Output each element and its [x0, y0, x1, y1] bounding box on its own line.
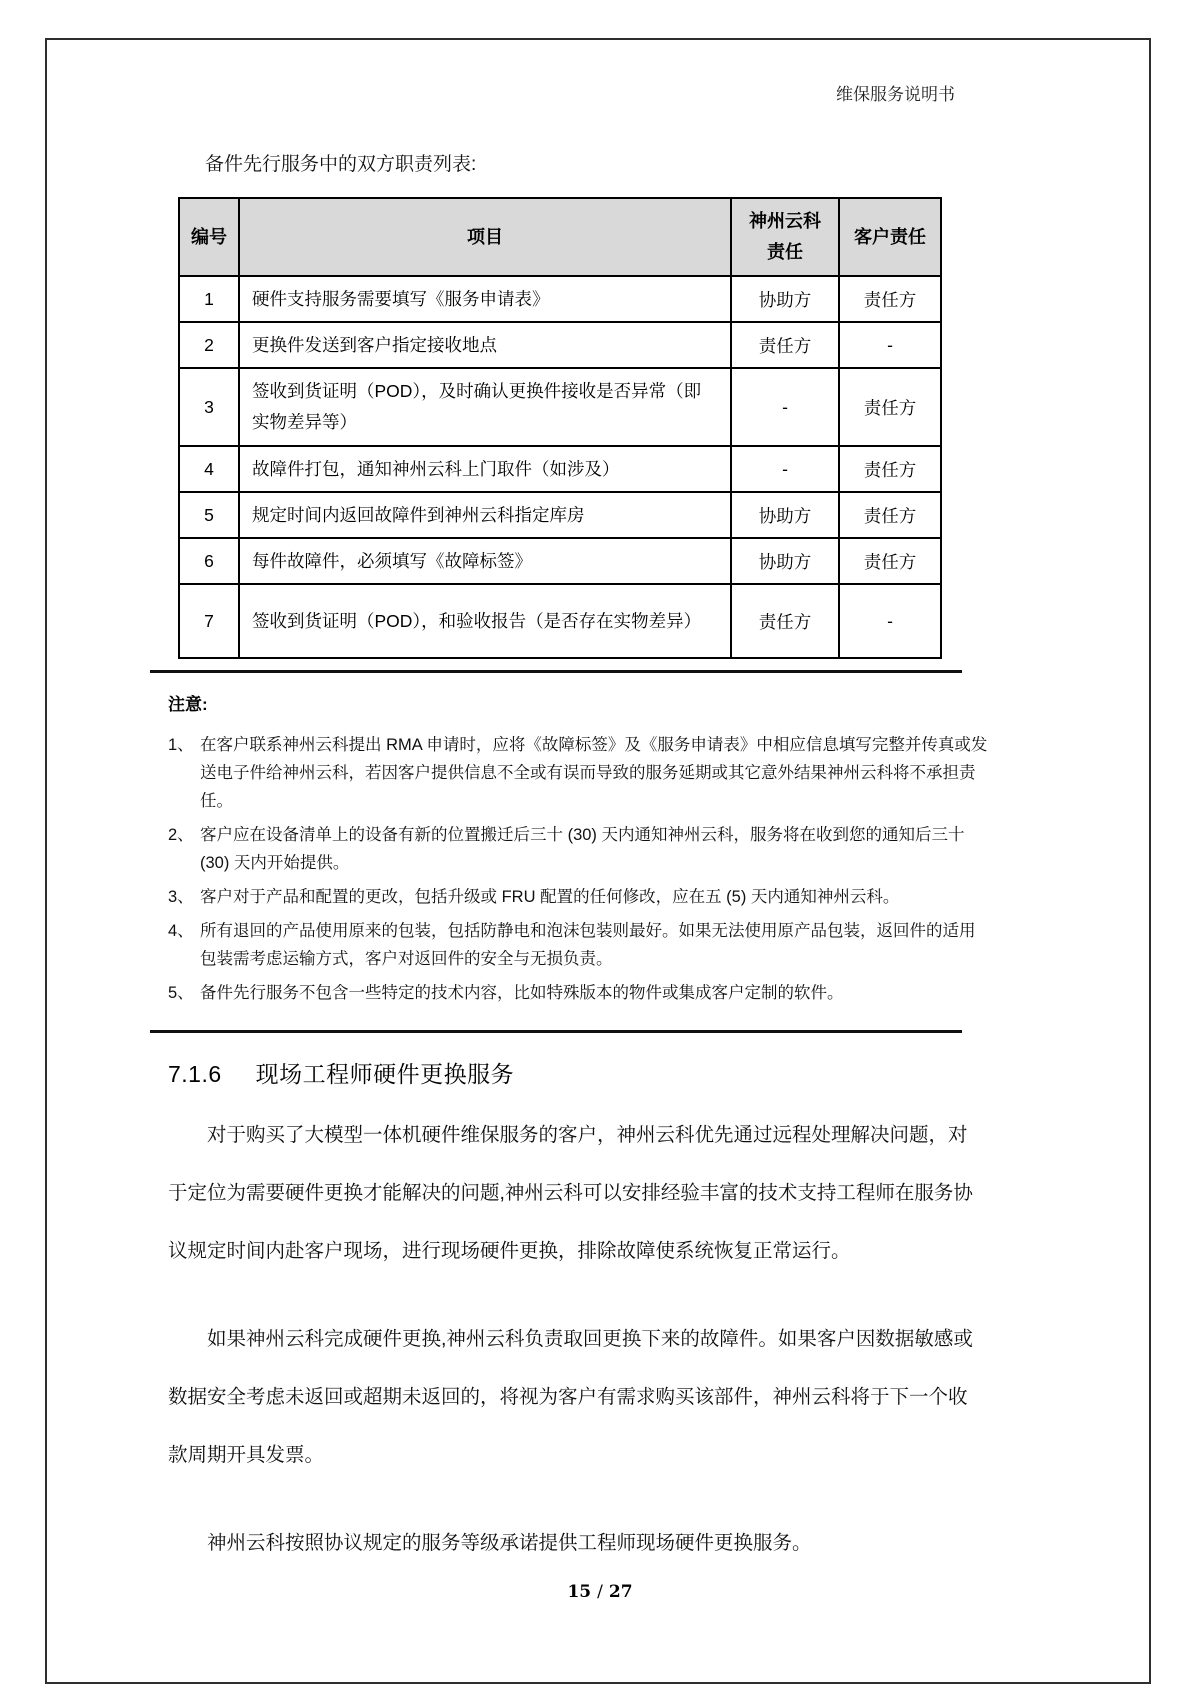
responsibility-table — [178, 197, 942, 659]
document-title: 维保服务说明书 — [836, 85, 955, 105]
table-row — [179, 368, 941, 446]
row-customer: - — [839, 584, 941, 658]
row-customer: 责任方 — [839, 492, 941, 538]
table-row — [179, 446, 941, 492]
row-vendor: 协助方 — [731, 538, 839, 584]
row-no: 7 — [179, 584, 239, 658]
note-text: 客户对于产品和配置的更改，包括升级或 FRU 配置的任何修改，应在五 (5) 天内通知神州云科。 — [200, 888, 900, 906]
note-item — [168, 979, 988, 1007]
note-item — [168, 821, 988, 877]
body-paragraph: 对于购买了大模型一体机硬件维保服务的客户，神州云科优先通过远程处理解决问题，对于定位为需要硬件更换才能解决的问题,神州云科可以安排经验丰富的技术支持工程师在服务协议规定时间内赴客户现场，进行现场硬件更换，排除故障使系统恢复正常运行。 — [168, 1124, 973, 1262]
horizontal-rule-below-table — [150, 670, 962, 673]
page-footer — [0, 1582, 1200, 1602]
note-number: 1、 — [168, 736, 194, 754]
table-row — [179, 322, 941, 368]
note-text: 所有退回的产品使用原来的包装，包括防静电和泡沫包装则最好。如果无法使用原产品包装，返回件的适用包装需考虑运输方式，客户对返回件的安全与无损负责。 — [200, 922, 976, 968]
table-row — [179, 538, 941, 584]
row-vendor: 责任方 — [731, 584, 839, 658]
row-customer: 责任方 — [839, 538, 941, 584]
table-row — [179, 276, 941, 322]
row-no: 2 — [179, 322, 239, 368]
row-customer: 责任方 — [839, 368, 941, 446]
note-number: 2、 — [168, 826, 194, 844]
table-row — [179, 584, 941, 658]
body-paragraph: 如果神州云科完成硬件更换,神州云科负责取回更换下来的故障件。如果客户因数据敏感或数据安全考虑未返回或超期未返回的，将视为客户有需求购买该部件，神州云科将于下一个收款周期开具发票。 — [168, 1328, 973, 1466]
col-header-no: 编号 — [179, 198, 239, 276]
row-customer: - — [839, 322, 941, 368]
row-customer: 责任方 — [839, 276, 941, 322]
horizontal-rule-above-heading — [150, 1030, 962, 1033]
notes-section — [150, 690, 988, 1013]
body-paragraph: 神州云科按照协议规定的服务等级承诺提供工程师现场硬件更换服务。 — [207, 1532, 812, 1554]
row-no: 1 — [179, 276, 239, 322]
col-header-vendor-line1: 神州云科 — [749, 211, 821, 232]
row-item: 硬件支持服务需要填写《服务申请表》 — [239, 276, 731, 322]
table-intro-text: 备件先行服务中的双方职责列表: — [205, 154, 477, 175]
col-header-item: 项目 — [239, 198, 731, 276]
row-no: 4 — [179, 446, 239, 492]
note-number: 5、 — [168, 984, 194, 1002]
row-item: 每件故障件，必须填写《故障标签》 — [239, 538, 731, 584]
col-header-customer: 客户责任 — [839, 198, 941, 276]
row-no: 3 — [179, 368, 239, 446]
notes-list — [150, 731, 988, 1007]
note-text: 在客户联系神州云科提出 RMA 申请时，应将《故障标签》及《服务申请表》中相应信息填写完整并传真或发送电子件给神州云科，若因客户提供信息不全或有误而导致的服务延期或其它意外结果神州云科将不承担责任。 — [200, 736, 988, 810]
section-number: 7.1.6 — [168, 1061, 222, 1087]
table-header-row — [179, 198, 941, 276]
row-item: 签收到货证明（POD），及时确认更换件接收是否异常（即实物差异等） — [239, 368, 731, 446]
note-number: 4、 — [168, 922, 194, 940]
row-item: 签收到货证明（POD），和验收报告（是否存在实物差异） — [239, 584, 731, 658]
section-body — [168, 1106, 986, 1602]
section-heading — [168, 1056, 514, 1089]
row-item: 故障件打包，通知神州云科上门取件（如涉及） — [239, 446, 731, 492]
table-row — [179, 492, 941, 538]
note-number: 3、 — [168, 888, 194, 906]
note-text: 客户应在设备清单上的设备有新的位置搬迁后三十 (30) 天内通知神州云科，服务将在收到您的通知后三十 (30) 天内开始提供。 — [200, 826, 965, 872]
section-title: 现场工程师硬件更换服务 — [255, 1061, 515, 1087]
row-vendor: 协助方 — [731, 492, 839, 538]
row-no: 5 — [179, 492, 239, 538]
row-vendor: - — [731, 446, 839, 492]
page-number-total: 27 — [608, 1582, 633, 1602]
row-item: 规定时间内返回故障件到神州云科指定库房 — [239, 492, 731, 538]
col-header-vendor — [731, 198, 839, 276]
note-item — [168, 731, 988, 815]
page-number-current: 15 — [567, 1582, 592, 1602]
note-item — [168, 917, 988, 973]
notes-label: 注意: — [168, 695, 208, 714]
page-number-separator: / — [597, 1582, 603, 1602]
row-item: 更换件发送到客户指定接收地点 — [239, 322, 731, 368]
row-vendor: 协助方 — [731, 276, 839, 322]
note-text: 备件先行服务不包含一些特定的技术内容，比如特殊版本的物件或集成客户定制的软件。 — [200, 984, 844, 1002]
col-header-vendor-line2: 责任 — [767, 242, 803, 262]
row-vendor: - — [731, 368, 839, 446]
note-item — [168, 883, 988, 911]
row-vendor: 责任方 — [731, 322, 839, 368]
row-no: 6 — [179, 538, 239, 584]
row-customer: 责任方 — [839, 446, 941, 492]
